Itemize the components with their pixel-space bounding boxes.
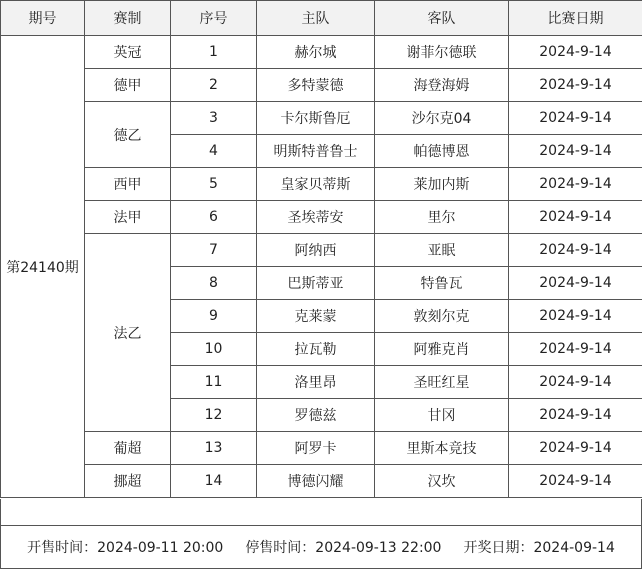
match-date: 2024-9-14 — [509, 465, 642, 498]
match-date: 2024-9-14 — [509, 36, 642, 69]
home-team: 明斯特普鲁士 — [257, 135, 375, 168]
home-team: 巴斯蒂亚 — [257, 267, 375, 300]
match-date: 2024-9-14 — [509, 168, 642, 201]
home-team: 赫尔城 — [257, 36, 375, 69]
match-date: 2024-9-14 — [509, 399, 642, 432]
away-team: 海登海姆 — [375, 69, 509, 102]
open-sale-time: 开售时间：2024-09-11 20:00 — [27, 540, 224, 556]
league-cell: 法甲 — [85, 201, 171, 234]
league-cell: 德甲 — [85, 69, 171, 102]
match-date: 2024-9-14 — [509, 333, 642, 366]
match-date: 2024-9-14 — [509, 102, 642, 135]
away-team: 谢菲尔德联 — [375, 36, 509, 69]
match-number: 3 — [171, 102, 257, 135]
match-number: 7 — [171, 234, 257, 267]
match-date: 2024-9-14 — [509, 432, 642, 465]
sale-info-footer — [0, 525, 642, 569]
match-number: 10 — [171, 333, 257, 366]
away-team: 阿雅克肖 — [375, 333, 509, 366]
draw-date: 开奖日期：2024-09-14 — [463, 540, 615, 556]
header-row — [1, 1, 642, 36]
home-team: 克莱蒙 — [257, 300, 375, 333]
home-team: 阿纳西 — [257, 234, 375, 267]
home-team: 拉瓦勒 — [257, 333, 375, 366]
away-team: 亚眠 — [375, 234, 509, 267]
table-row — [1, 168, 642, 201]
away-team: 莱加内斯 — [375, 168, 509, 201]
home-team: 罗德兹 — [257, 399, 375, 432]
league-cell: 法乙 — [85, 234, 171, 432]
match-number: 12 — [171, 399, 257, 432]
table-row — [1, 465, 642, 498]
away-team: 特鲁瓦 — [375, 267, 509, 300]
match-number: 5 — [171, 168, 257, 201]
header-issue: 期号 — [1, 1, 85, 36]
match-number: 1 — [171, 36, 257, 69]
header-home: 主队 — [257, 1, 375, 36]
table-row — [1, 102, 642, 135]
away-team: 汉坎 — [375, 465, 509, 498]
away-team: 帕德博恩 — [375, 135, 509, 168]
league-cell: 葡超 — [85, 432, 171, 465]
match-date: 2024-9-14 — [509, 300, 642, 333]
home-team: 洛里昂 — [257, 366, 375, 399]
match-date: 2024-9-14 — [509, 201, 642, 234]
match-date: 2024-9-14 — [509, 234, 642, 267]
issue-cell: 第24140期 — [1, 36, 85, 498]
header-away: 客队 — [375, 1, 509, 36]
league-cell: 挪超 — [85, 465, 171, 498]
header-date: 比赛日期 — [509, 1, 642, 36]
away-team: 敦刻尔克 — [375, 300, 509, 333]
table-row — [1, 432, 642, 465]
match-number: 6 — [171, 201, 257, 234]
header-league: 赛制 — [85, 1, 171, 36]
table-row — [1, 36, 642, 69]
match-number: 8 — [171, 267, 257, 300]
away-team: 圣旺红星 — [375, 366, 509, 399]
match-date: 2024-9-14 — [509, 135, 642, 168]
match-number: 13 — [171, 432, 257, 465]
home-team: 圣埃蒂安 — [257, 201, 375, 234]
home-team: 皇家贝蒂斯 — [257, 168, 375, 201]
match-date: 2024-9-14 — [509, 267, 642, 300]
league-cell: 德乙 — [85, 102, 171, 168]
away-team: 甘冈 — [375, 399, 509, 432]
away-team: 沙尔克04 — [375, 102, 509, 135]
away-team: 里尔 — [375, 201, 509, 234]
header-number: 序号 — [171, 1, 257, 36]
home-team: 卡尔斯鲁厄 — [257, 102, 375, 135]
match-number: 4 — [171, 135, 257, 168]
close-sale-time: 停售时间：2024-09-13 22:00 — [245, 540, 442, 556]
home-team: 多特蒙德 — [257, 69, 375, 102]
table-row — [1, 201, 642, 234]
match-number: 11 — [171, 366, 257, 399]
league-cell: 西甲 — [85, 168, 171, 201]
match-number: 9 — [171, 300, 257, 333]
home-team: 阿罗卡 — [257, 432, 375, 465]
match-date: 2024-9-14 — [509, 69, 642, 102]
match-date: 2024-9-14 — [509, 366, 642, 399]
league-cell: 英冠 — [85, 36, 171, 69]
table-row — [1, 69, 642, 102]
table-row — [1, 234, 642, 267]
home-team: 博德闪耀 — [257, 465, 375, 498]
away-team: 里斯本竞技 — [375, 432, 509, 465]
match-number: 2 — [171, 69, 257, 102]
match-number: 14 — [171, 465, 257, 498]
